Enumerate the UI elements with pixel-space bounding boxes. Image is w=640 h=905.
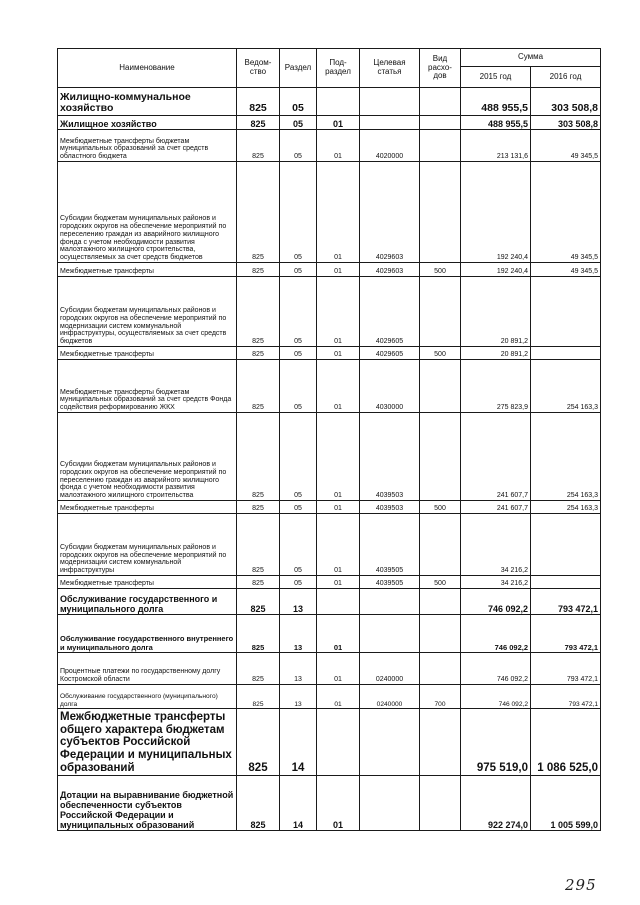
row-razdel: 14 xyxy=(280,709,317,776)
row-name: Субсидии бюджетам муниципальных районов и городских округов на обеспечение мероприятий по модернизации систем коммунальной инфраструктуры xyxy=(58,514,237,576)
row-vid-raskhodov xyxy=(420,162,461,263)
row-razdel: 05 xyxy=(280,360,317,413)
row-sum-2015: 922 274,0 xyxy=(461,776,531,831)
row-name: Межбюджетные трансферты бюджетам муниципальных образований за счет средств Фонда содействия реформированию ЖКХ xyxy=(58,360,237,413)
row-podrazdel xyxy=(317,589,360,615)
row-vedomstvo: 825 xyxy=(237,776,280,831)
row-podrazdel: 01 xyxy=(317,501,360,514)
table-row xyxy=(58,709,601,776)
table-row xyxy=(58,501,601,514)
row-sum-2015: 20 891,2 xyxy=(461,277,531,347)
row-podrazdel: 01 xyxy=(317,413,360,501)
row-name: Субсидии бюджетам муниципальных районов и городских округов на обеспечение мероприятий по модернизации систем коммунальной инфраструктуры, осуществляемых за счет средств бюджетов xyxy=(58,277,237,347)
row-sum-2016: 49 345,5 xyxy=(531,130,601,162)
row-razdel: 05 xyxy=(280,347,317,360)
table-row xyxy=(58,162,601,263)
row-celevaya-statya: 4029605 xyxy=(360,277,420,347)
row-vid-raskhodov xyxy=(420,116,461,130)
row-sum-2015: 192 240,4 xyxy=(461,263,531,277)
row-vid-raskhodov xyxy=(420,413,461,501)
row-vedomstvo: 825 xyxy=(237,277,280,347)
row-vedomstvo: 825 xyxy=(237,360,280,413)
table-row xyxy=(58,776,601,831)
row-celevaya-statya: 4039503 xyxy=(360,501,420,514)
row-sum-2016: 793 472,1 xyxy=(531,615,601,653)
table-row xyxy=(58,589,601,615)
row-sum-2016: 793 472,1 xyxy=(531,589,601,615)
row-sum-2016: 1 005 599,0 xyxy=(531,776,601,831)
row-celevaya-statya: 0240000 xyxy=(360,685,420,709)
row-vedomstvo: 825 xyxy=(237,162,280,263)
row-razdel: 05 xyxy=(280,162,317,263)
row-sum-2016: 793 472,1 xyxy=(531,685,601,709)
header-year-2016: 2016 год xyxy=(531,67,601,88)
row-name: Межбюджетные трансферты xyxy=(58,501,237,514)
table-row xyxy=(58,263,601,277)
header-name: Наименование xyxy=(58,49,237,88)
row-razdel: 05 xyxy=(280,514,317,576)
row-celevaya-statya xyxy=(360,88,420,116)
row-sum-2015: 975 519,0 xyxy=(461,709,531,776)
row-celevaya-statya xyxy=(360,615,420,653)
page-number: 295 xyxy=(565,876,597,894)
row-sum-2016: 1 086 525,0 xyxy=(531,709,601,776)
row-sum-2015: 34 216,2 xyxy=(461,514,531,576)
table-row xyxy=(58,413,601,501)
row-sum-2015: 241 607,7 xyxy=(461,413,531,501)
header-summa: Сумма xyxy=(461,49,601,67)
row-vid-raskhodov xyxy=(420,360,461,413)
table-row xyxy=(58,88,601,116)
row-vedomstvo: 825 xyxy=(237,709,280,776)
row-sum-2016: 793 472,1 xyxy=(531,653,601,685)
row-celevaya-statya: 4029605 xyxy=(360,347,420,360)
row-sum-2016 xyxy=(531,347,601,360)
row-vedomstvo: 825 xyxy=(237,514,280,576)
row-name: Межбюджетные трансферты xyxy=(58,576,237,589)
row-celevaya-statya xyxy=(360,776,420,831)
row-celevaya-statya xyxy=(360,589,420,615)
row-razdel: 05 xyxy=(280,576,317,589)
row-podrazdel: 01 xyxy=(317,514,360,576)
row-podrazdel: 01 xyxy=(317,347,360,360)
row-vid-raskhodov xyxy=(420,615,461,653)
row-podrazdel: 01 xyxy=(317,576,360,589)
row-vid-raskhodov: 500 xyxy=(420,263,461,277)
table-row xyxy=(58,615,601,653)
row-vedomstvo: 825 xyxy=(237,347,280,360)
row-name: Межбюджетные трансферты общего характера бюджетам субъектов Российской Федерации и муниципальных образований xyxy=(58,709,237,776)
row-sum-2016: 49 345,5 xyxy=(531,162,601,263)
row-name: Межбюджетные трансферты бюджетам муниципальных образований за счет средств областного бюджета xyxy=(58,130,237,162)
row-podrazdel: 01 xyxy=(317,162,360,263)
row-name: Жилищное хозяйство xyxy=(58,116,237,130)
row-razdel: 05 xyxy=(280,277,317,347)
row-sum-2016: 49 345,5 xyxy=(531,263,601,277)
row-sum-2015: 746 092,2 xyxy=(461,685,531,709)
row-sum-2016: 254 163,3 xyxy=(531,501,601,514)
table-row xyxy=(58,514,601,576)
row-razdel: 13 xyxy=(280,653,317,685)
row-vid-raskhodov: 500 xyxy=(420,501,461,514)
row-razdel: 05 xyxy=(280,130,317,162)
row-podrazdel: 01 xyxy=(317,116,360,130)
row-celevaya-statya: 4020000 xyxy=(360,130,420,162)
row-sum-2015: 34 216,2 xyxy=(461,576,531,589)
row-celevaya-statya: 0240000 xyxy=(360,653,420,685)
row-razdel: 13 xyxy=(280,685,317,709)
row-razdel: 05 xyxy=(280,413,317,501)
row-sum-2016 xyxy=(531,277,601,347)
row-sum-2016: 303 508,8 xyxy=(531,88,601,116)
row-razdel: 14 xyxy=(280,776,317,831)
row-podrazdel: 01 xyxy=(317,776,360,831)
header-year-2015: 2015 год xyxy=(461,67,531,88)
row-vid-raskhodov xyxy=(420,130,461,162)
row-vid-raskhodov xyxy=(420,277,461,347)
row-sum-2016: 303 508,8 xyxy=(531,116,601,130)
table-header xyxy=(58,49,601,88)
header-vid-raskhodov: Вид расхо-дов xyxy=(420,49,461,88)
row-vedomstvo: 825 xyxy=(237,116,280,130)
row-name: Межбюджетные трансферты xyxy=(58,263,237,277)
row-name: Межбюджетные трансферты xyxy=(58,347,237,360)
row-razdel: 13 xyxy=(280,615,317,653)
row-sum-2015: 275 823,9 xyxy=(461,360,531,413)
row-name: Обслуживание государственного и муниципального долга xyxy=(58,589,237,615)
row-sum-2015: 241 607,7 xyxy=(461,501,531,514)
row-name: Субсидии бюджетам муниципальных районов и городских округов на обеспечение мероприятий по переселению граждан из аварийного жилищного фонда с учетом необходимости развития малоэтажного жилищного строительства xyxy=(58,413,237,501)
row-name: Жилищно-коммунальное хозяйство xyxy=(58,88,237,116)
row-vid-raskhodov xyxy=(420,514,461,576)
row-celevaya-statya: 4039505 xyxy=(360,576,420,589)
header-celevaya-statya: Целевая статья xyxy=(360,49,420,88)
header-razdel: Раздел xyxy=(280,49,317,88)
table-body xyxy=(58,88,601,831)
row-vid-raskhodov xyxy=(420,88,461,116)
row-name: Обслуживание государственного (муниципального) долга xyxy=(58,685,237,709)
row-name: Субсидии бюджетам муниципальных районов и городских округов на обеспечение мероприятий по переселению граждан из аварийного жилищного фонда с учетом необходимости развития малоэтажного жилищного строительства, осуществляемых за счет средств бюджетов xyxy=(58,162,237,263)
table-row xyxy=(58,653,601,685)
row-vedomstvo: 825 xyxy=(237,576,280,589)
row-vedomstvo: 825 xyxy=(237,263,280,277)
row-sum-2016 xyxy=(531,576,601,589)
row-celevaya-statya: 4029603 xyxy=(360,263,420,277)
row-vid-raskhodov: 500 xyxy=(420,347,461,360)
row-celevaya-statya: 4039503 xyxy=(360,413,420,501)
row-vedomstvo: 825 xyxy=(237,653,280,685)
row-sum-2015: 746 092,2 xyxy=(461,589,531,615)
row-sum-2015: 746 092,2 xyxy=(461,615,531,653)
table-row xyxy=(58,360,601,413)
row-celevaya-statya: 4030000 xyxy=(360,360,420,413)
row-celevaya-statya: 4039505 xyxy=(360,514,420,576)
header-podrazdel: Под-раздел xyxy=(317,49,360,88)
row-vid-raskhodov xyxy=(420,709,461,776)
row-podrazdel: 01 xyxy=(317,277,360,347)
row-sum-2015: 488 955,5 xyxy=(461,88,531,116)
row-vedomstvo: 825 xyxy=(237,130,280,162)
row-name: Дотации на выравнивание бюджетной обеспеченности субъектов Российской Федерации и муниципальных образований xyxy=(58,776,237,831)
row-razdel: 05 xyxy=(280,263,317,277)
row-sum-2015: 746 092,2 xyxy=(461,653,531,685)
row-sum-2015: 213 131,6 xyxy=(461,130,531,162)
row-podrazdel: 01 xyxy=(317,263,360,277)
row-sum-2015: 488 955,5 xyxy=(461,116,531,130)
row-podrazdel: 01 xyxy=(317,130,360,162)
table-row xyxy=(58,576,601,589)
row-vid-raskhodov: 700 xyxy=(420,685,461,709)
row-vedomstvo: 825 xyxy=(237,501,280,514)
budget-table xyxy=(57,48,601,831)
row-sum-2016 xyxy=(531,514,601,576)
row-vedomstvo: 825 xyxy=(237,589,280,615)
row-razdel: 05 xyxy=(280,501,317,514)
row-podrazdel: 01 xyxy=(317,653,360,685)
header-vedomstvo: Ведом-ство xyxy=(237,49,280,88)
table-row xyxy=(58,116,601,130)
row-vedomstvo: 825 xyxy=(237,88,280,116)
row-podrazdel: 01 xyxy=(317,615,360,653)
row-razdel: 05 xyxy=(280,116,317,130)
row-razdel: 13 xyxy=(280,589,317,615)
row-vedomstvo: 825 xyxy=(237,413,280,501)
row-vid-raskhodov xyxy=(420,653,461,685)
row-podrazdel: 01 xyxy=(317,685,360,709)
row-razdel: 05 xyxy=(280,88,317,116)
row-celevaya-statya xyxy=(360,116,420,130)
row-podrazdel xyxy=(317,88,360,116)
row-podrazdel xyxy=(317,709,360,776)
row-podrazdel: 01 xyxy=(317,360,360,413)
row-vid-raskhodov xyxy=(420,589,461,615)
row-vid-raskhodov xyxy=(420,776,461,831)
row-sum-2016: 254 163,3 xyxy=(531,413,601,501)
row-vedomstvo: 825 xyxy=(237,685,280,709)
row-sum-2015: 20 891,2 xyxy=(461,347,531,360)
table-row xyxy=(58,685,601,709)
row-name: Обслуживание государственного внутреннего и муниципального долга xyxy=(58,615,237,653)
table-row xyxy=(58,347,601,360)
table-row xyxy=(58,130,601,162)
row-celevaya-statya xyxy=(360,709,420,776)
row-name: Процентные платежи по государственному долгу Костромской области xyxy=(58,653,237,685)
row-sum-2015: 192 240,4 xyxy=(461,162,531,263)
row-celevaya-statya: 4029603 xyxy=(360,162,420,263)
row-vedomstvo: 825 xyxy=(237,615,280,653)
table-row xyxy=(58,277,601,347)
row-sum-2016: 254 163,3 xyxy=(531,360,601,413)
row-vid-raskhodov: 500 xyxy=(420,576,461,589)
